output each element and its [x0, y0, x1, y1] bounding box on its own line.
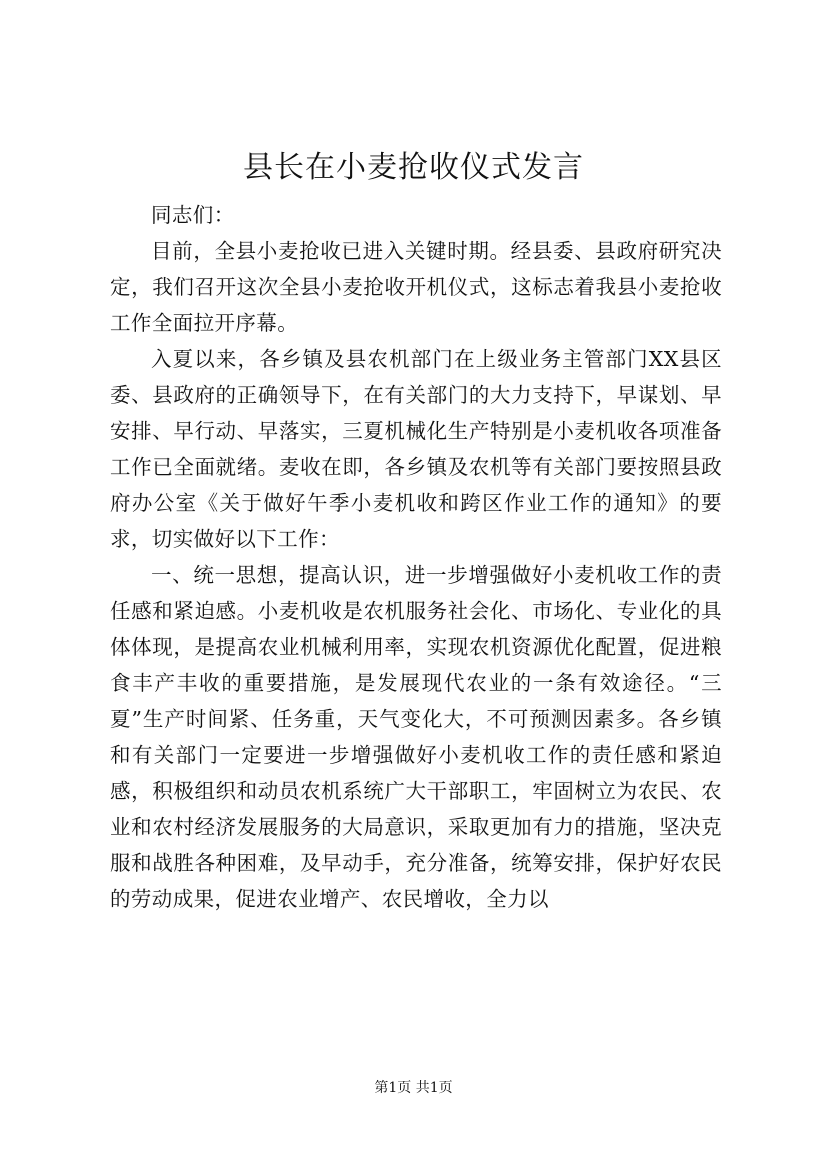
- salutation-paragraph: 同志们：: [151, 203, 235, 227]
- document-title: 县长在小麦抢收仪式发言: [243, 150, 584, 185]
- body-paragraph: 一、统一思想，提高认识，进一步增强做好小麦机收工作的责任感和紧迫感。小麦机收是农机服务社会化、市场化、专业化的具体体现，是提高农业机械利用率，实现农机资源优化配置，促进粮食丰产丰收的重要措施，是发展现代农业的一条有效途径。“三夏”生产时间紧、任务重，天气变化大，不可预测因素多。各乡镇和有关部门一定要进一步增强做好小麦机收工作的责任感和紧迫感，积极组织和动员农机系统广大干部职工，牢固树立为农民、农业和农村经济发展服务的大局意识，采取更加有力的措施，坚决克服和战胜各种困难，及早动手，充分准备，统筹安排，保护好农民的劳动成果，促进农业增产、农民增收，全力以: [110, 563, 722, 911]
- body-paragraph: 入夏以来，各乡镇及县农机部门在上级业务主管部门XX县区委、县政府的正确领导下，在有关部门的大力支持下，早谋划、早安排、早行动、早落实，三夏机械化生产特别是小麦机收各项准备工作已全面就绪。麦收在即，各乡镇及农机等有关部门要按照县政府办公室《关于做好午季小麦机收和跨区作业工作的通知》的要求，切实做好以下工作：: [110, 347, 722, 551]
- document-body: [110, 197, 722, 917]
- body-paragraph: 目前，全县小麦抢收已进入关键时期。经县委、县政府研究决定，我们召开这次全县小麦抢收开机仪式，这标志着我县小麦抢收工作全面拉开序幕。: [110, 239, 722, 335]
- page-footer: 第1页 共1页: [374, 1080, 453, 1096]
